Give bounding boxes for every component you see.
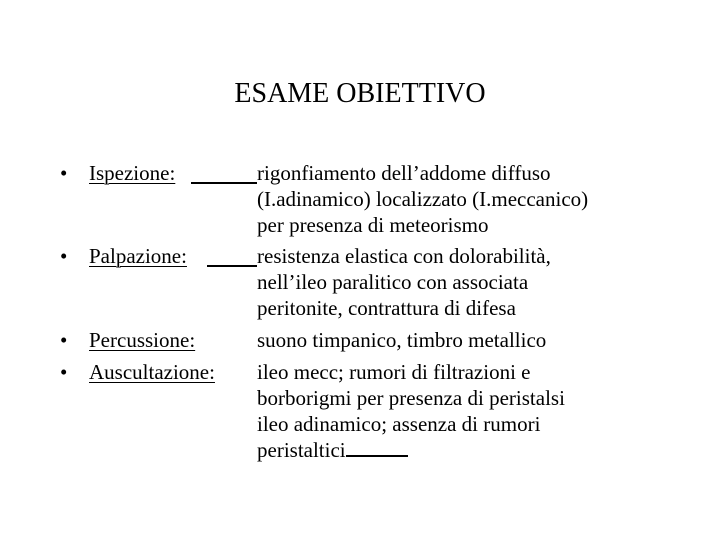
desc-ispezione-line-3: per presenza di meteorismo — [257, 213, 489, 237]
bullet-icon: • — [60, 244, 68, 268]
desc-palpazione-line-1: resistenza elastica con dolorabilità, — [257, 244, 551, 268]
desc-auscultazione-line-4-text: peristaltici — [257, 438, 346, 462]
desc-ispezione-line-1: rigonfiamento dell’addome diffuso — [257, 161, 551, 185]
desc-auscultazione-line-1: ileo mecc; rumori di filtrazioni e — [257, 360, 531, 384]
bullet-icon: • — [60, 360, 68, 384]
desc-ispezione-line-2: (I.adinamico) localizzato (I.meccanico) — [257, 187, 589, 211]
term-percussione: Percussione: — [89, 328, 196, 352]
underline-filler — [207, 265, 257, 267]
desc-auscultazione-line-3: ileo adinamico; assenza di rumori — [257, 412, 541, 436]
desc-palpazione-line-3: peritonite, contrattura di difesa — [257, 296, 516, 320]
slide-title: ESAME OBIETTIVO — [234, 78, 486, 109]
term-auscultazione: Auscultazione: — [89, 360, 215, 384]
desc-auscultazione-line-2: borborigmi per presenza di peristalsi — [257, 386, 565, 410]
underline-filler — [191, 182, 257, 184]
bullet-icon: • — [60, 328, 68, 352]
desc-palpazione-line-2: nell’ileo paralitico con associata — [257, 270, 529, 294]
underline-filler — [346, 455, 408, 457]
bullet-icon: • — [60, 161, 68, 185]
desc-percussione-line-1: suono timpanico, timbro metallico — [257, 328, 547, 352]
term-ispezione: Ispezione: — [89, 161, 176, 185]
term-palpazione: Palpazione: — [89, 244, 187, 268]
desc-auscultazione-line-4 — [257, 437, 408, 463]
